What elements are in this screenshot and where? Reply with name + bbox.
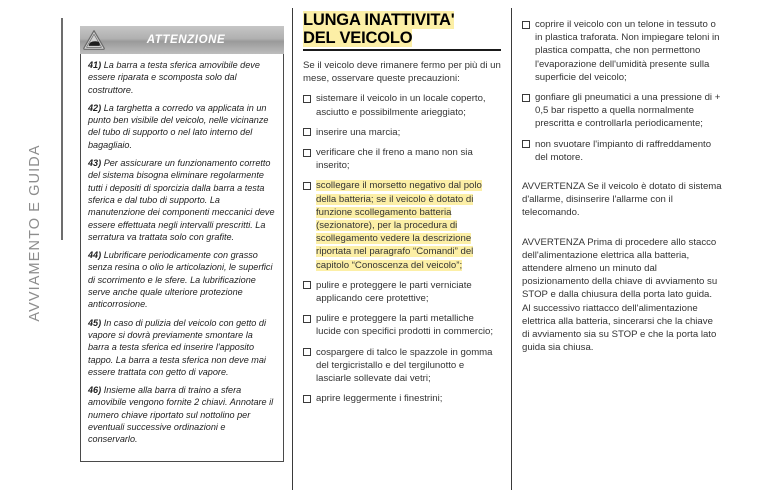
spacer bbox=[522, 227, 722, 236]
list-item bbox=[522, 138, 722, 164]
warning-item-text: Lubrificare periodicamente con grasso senza resina o olio le articolazioni, le superfici di scorrimento e le sfere. La lubrificazione serve anche quale ulteriore protezione anticorrosione. bbox=[88, 250, 273, 310]
section-tab-rule bbox=[61, 18, 63, 240]
warning-item bbox=[88, 102, 276, 151]
warning-item-text: In caso di pulizia del veicolo con getto di vapore si dovrà previamente smontare la barra a testa sferica ed inserire l'apposito tappo. La barra a testa sferica non deve mai essere trattata con getto di vapore. bbox=[88, 317, 266, 377]
section-tab bbox=[0, 0, 68, 500]
checkbox-icon bbox=[522, 94, 530, 102]
section-title-line2: DEL VEICOLO bbox=[303, 28, 413, 47]
checkbox-icon bbox=[522, 140, 530, 148]
list-item-text: scollegare il morsetto negativo dal polo della batteria; se il veicolo è dotato di funzione scollegamento batteria (sezionatore), per la procedura di scollegamento vedere la descrizione riportata nel paragrafo “Comandi” del capitolo “Conoscenza del veicolo”; bbox=[316, 180, 482, 271]
warning-item bbox=[88, 384, 276, 445]
list-item bbox=[303, 146, 501, 172]
section-title-rule bbox=[303, 49, 501, 51]
warning-item-number: 46) bbox=[88, 385, 102, 396]
list-item-text: inserire una marcia; bbox=[316, 126, 401, 138]
list-item-text: non svuotare l'impianto di raffreddamento del motore. bbox=[535, 138, 712, 163]
list-item-text: gonfiare gli pneumatici a una pressione di + 0,5 bar rispetto a quella normalmente prescritta e controllarla periodicamente; bbox=[535, 92, 721, 130]
warning-item-text: La barra a testa sferica amovibile deve essere riparata e scomposta solo dal costruttore. bbox=[88, 60, 260, 95]
list-item-text: verificare che il freno a mano non sia inserito; bbox=[316, 147, 473, 172]
column-divider-left bbox=[292, 8, 293, 490]
warning-item-number: 44) bbox=[88, 250, 102, 261]
note-warning: AVVERTENZA Se il veicolo è dotato di sistema d'allarme, disinserire l'allarme con il telecomando. bbox=[522, 181, 722, 219]
section-title-line1: LUNGA INATTIVITA' bbox=[303, 11, 455, 29]
warning-box bbox=[80, 26, 284, 462]
section-tab-label: AVVIAMENTO E GUIDA bbox=[27, 144, 43, 322]
checkbox-icon bbox=[303, 395, 311, 403]
checkbox-icon bbox=[522, 21, 530, 29]
warning-triangle-car-icon bbox=[82, 28, 106, 52]
spacer bbox=[522, 171, 722, 180]
checkbox-icon bbox=[303, 281, 311, 289]
list-item bbox=[303, 279, 501, 305]
list-item-highlighted bbox=[303, 179, 501, 271]
content-column-middle bbox=[303, 12, 501, 412]
warning-item bbox=[88, 59, 276, 96]
warning-item bbox=[88, 317, 276, 378]
list-item bbox=[303, 392, 501, 405]
warning-box-body bbox=[80, 54, 284, 462]
warning-item-number: 42) bbox=[88, 102, 102, 113]
checkbox-icon bbox=[303, 95, 311, 103]
section-intro: Se il veicolo deve rimanere fermo per più di un mese, osservare queste precauzioni: bbox=[303, 60, 501, 85]
note-warning: AVVERTENZA Prima di procedere allo stacco dell'alimentazione elettrica alla batteria, attendere almeno un minuto dal posizionamento della chiave di avviamento su STOP e dalla chiusura della porta lato guida. Al successivo riattacco dell'alimentazione elettrica alla batteria, sincerarsi che la chiave di avviamento sia su STOP e che la porta lato guida sia chiusa. bbox=[522, 236, 718, 354]
list-item-text: pulire e proteggere la parti metalliche lucide con specifici prodotti in commercio; bbox=[316, 313, 494, 338]
warning-item-number: 45) bbox=[88, 317, 102, 328]
checkbox-icon bbox=[303, 128, 311, 136]
checkbox-icon bbox=[303, 315, 311, 323]
list-item-text: sistemare il veicolo in un locale coperto, asciutto e possibilmente arieggiato; bbox=[316, 93, 486, 118]
warning-item-number: 43) bbox=[88, 158, 102, 169]
section-title bbox=[303, 12, 501, 47]
list-item bbox=[303, 312, 501, 338]
warning-box-title: ATTENZIONE bbox=[146, 34, 226, 46]
checkbox-icon bbox=[303, 182, 311, 190]
warning-item-text: Per assicurare un funzionamento corretto del sistema bisogna eliminare regolarmente tutti i depositi di sporcizia dalla barra a testa sferica e dal tubo di supporto. La manutenzione dei componenti meccanici deve essere effettuata negli intervalli prescritti. La serratura va trattata solo con grafite. bbox=[88, 158, 275, 242]
warning-item-number: 41) bbox=[88, 60, 102, 70]
list-item bbox=[522, 91, 722, 131]
warning-item-text: La targhetta a corredo va applicata in un punto ben visibile del veicolo, nelle vicinanze del tubo di supporto o nel lato interno del bagagliaio. bbox=[88, 102, 269, 150]
list-item bbox=[303, 346, 501, 386]
list-item bbox=[303, 126, 501, 139]
column-divider-right bbox=[511, 8, 512, 490]
warning-item-text: Insieme alla barra di traino a sfera amovibile vengono fornite 2 chiavi. Annotare il numero chiave riportato sul nottolino per eventuali successive ordinazioni e conservarlo. bbox=[88, 385, 274, 445]
warning-item bbox=[88, 249, 276, 310]
list-item bbox=[522, 18, 722, 84]
warning-item bbox=[88, 157, 276, 243]
content-column-right bbox=[522, 18, 722, 361]
list-item-text: coprire il veicolo con un telone in tessuto o in plastica traforata. Non impiegare teloni in plastica compatta, che non permettono l'evaporazione dell'umidità presente sulla superficie del veicolo; bbox=[535, 19, 720, 83]
list-item-text: aprire leggermente i finestrini; bbox=[316, 393, 443, 405]
list-item-text: cospargere di talco le spazzole in gomma del tergicristallo e del tergilunotto e lasciarle sollevate dai vetri; bbox=[316, 346, 493, 385]
list-item bbox=[303, 92, 501, 118]
checkbox-icon bbox=[303, 348, 311, 356]
list-item-text: pulire e proteggere le parti verniciate applicando cere protettive; bbox=[316, 279, 472, 305]
warning-box-header bbox=[80, 26, 284, 54]
checkbox-icon bbox=[303, 149, 311, 157]
